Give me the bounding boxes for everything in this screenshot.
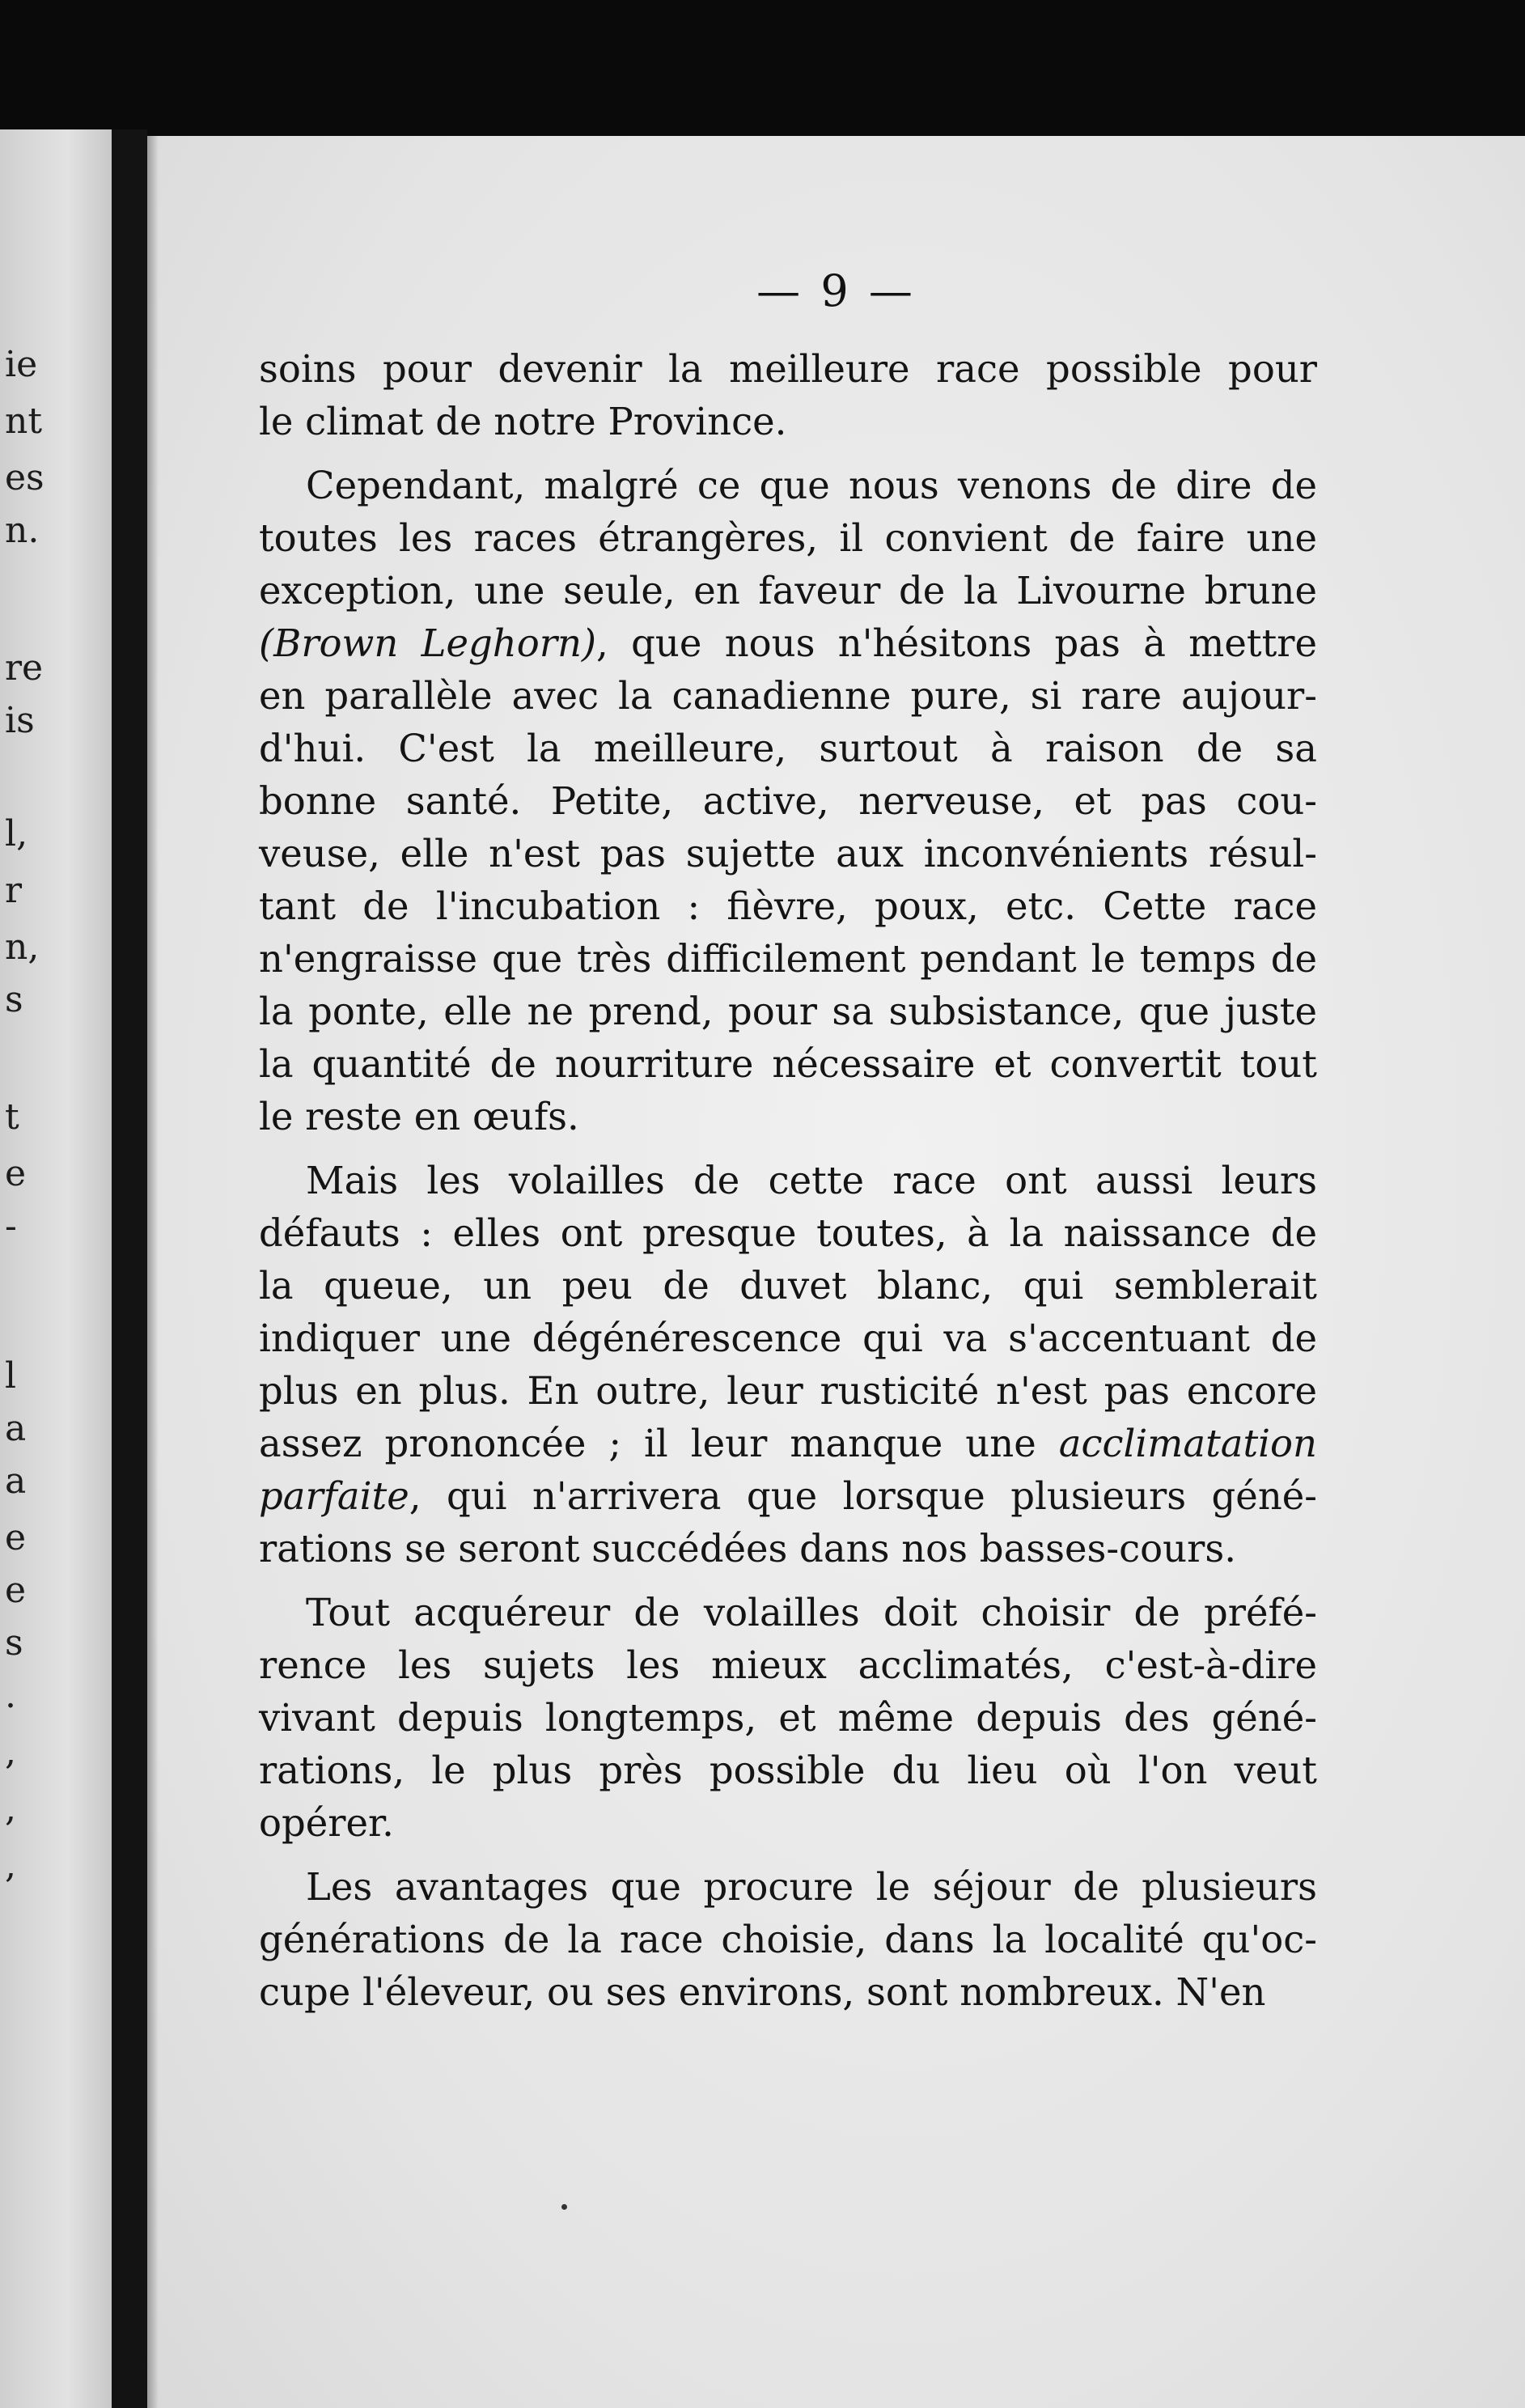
text-line: veuse, elle n'est pas sujette aux inconvénients résul- <box>259 832 1317 875</box>
text-line: rations se seront succédées dans nos basses-cours. <box>259 1527 1236 1571</box>
text-line: soins pour devenir la meilleure race possible pour <box>259 347 1317 391</box>
text-line: plus en plus. En outre, leur rusticité n'est pas encore <box>259 1369 1317 1413</box>
paragraph <box>259 1587 1317 1850</box>
adjacent-page-fragment: ie <box>5 344 38 385</box>
adjacent-page-fragment: re <box>5 647 44 689</box>
text-line: rence les sujets les mieux acclimatés, c'est-à-dire <box>259 1643 1317 1687</box>
text-line: indiquer une dégénérescence qui va s'accentuant de <box>259 1316 1317 1360</box>
adjacent-page-fragment: is <box>5 700 35 741</box>
paragraph <box>259 1861 1317 2019</box>
text-line: d'hui. C'est la meilleure, surtout à raison de sa <box>259 727 1317 770</box>
text-line: Mais les volailles de cette race ont aussi leurs <box>306 1159 1317 1202</box>
text-line: (Brown Leghorn), que nous n'hésitons pas à mettre <box>259 621 1318 665</box>
adjacent-page-fragment: l, <box>5 813 28 854</box>
text-line: le reste en œufs. <box>259 1095 579 1138</box>
text-line: tant de l'incubation : fièvre, poux, etc. Cette race <box>259 884 1317 928</box>
adjacent-page-strip <box>0 129 112 2408</box>
adjacent-page-fragment: nt <box>5 401 43 442</box>
text-line: rations, le plus près possible du lieu où l'on veut <box>259 1749 1317 1792</box>
page-number: — 9 — <box>756 265 916 316</box>
adjacent-page-fragment: e <box>5 1570 27 1611</box>
text-line: générations de la race choisie, dans la localité qu'oc- <box>259 1918 1317 1961</box>
adjacent-page-fragment: - <box>5 1206 17 1247</box>
text-line: exception, une seule, en faveur de la Livourne brune <box>259 569 1317 613</box>
paragraph <box>259 460 1317 1143</box>
ink-speck <box>561 2204 567 2210</box>
page-edge-shadow <box>147 136 159 2408</box>
text-line: n'engraisse que très difficilement pendant le temps de <box>259 937 1317 981</box>
adjacent-page-fragment: n, <box>5 926 40 968</box>
text-line: parfaite, qui n'arrivera que lorsque plusieurs géné- <box>259 1474 1317 1518</box>
adjacent-page-fragment: l <box>5 1355 17 1397</box>
adjacent-page-fragment: . <box>5 1675 16 1716</box>
text-line: en parallèle avec la canadienne pure, si rare aujour- <box>259 674 1317 718</box>
text-line: assez prononcée ; il leur manque une acclimatation <box>259 1422 1317 1465</box>
text-line: bonne santé. Petite, active, nerveuse, et pas cou- <box>259 779 1317 823</box>
text-line: le climat de notre Province. <box>259 400 787 443</box>
text-line: opérer. <box>259 1801 394 1845</box>
adjacent-page-fragment: e <box>5 1153 27 1194</box>
adjacent-page-fragment: t <box>5 1096 19 1138</box>
paragraph <box>259 343 1317 448</box>
adjacent-page-fragment: , <box>5 1732 16 1773</box>
text-line: toutes les races étrangères, il convient de faire une <box>259 516 1317 560</box>
adjacent-page-fragment: r <box>5 870 23 911</box>
scanner-top-band <box>0 0 1525 146</box>
text-line: défauts : elles ont presque toutes, à la naissance de <box>259 1211 1317 1255</box>
page-body <box>259 343 1317 2030</box>
page-gutter <box>112 129 147 2408</box>
text-line: Cependant, malgré ce que nous venons de dire de <box>306 464 1317 507</box>
paragraph <box>259 1155 1317 1575</box>
text-line: Les avantages que procure le séjour de plusieurs <box>306 1865 1317 1909</box>
adjacent-page-fragment: n. <box>5 510 40 551</box>
adjacent-page-fragment: a <box>5 1460 27 1502</box>
adjacent-page-fragment: , <box>5 1788 16 1829</box>
adjacent-page-fragment: , <box>5 1845 16 1886</box>
text-line: la queue, un peu de duvet blanc, qui semblerait <box>259 1264 1317 1308</box>
text-line: la ponte, elle ne prend, pour sa subsistance, que juste <box>259 990 1317 1033</box>
adjacent-page-fragment: e <box>5 1517 27 1558</box>
adjacent-page-fragment: s <box>5 979 23 1020</box>
adjacent-page-fragment: a <box>5 1408 27 1449</box>
text-line: cupe l'éleveur, ou ses environs, sont nombreux. N'en <box>259 1970 1266 2014</box>
adjacent-page-fragment: s <box>5 1622 23 1664</box>
text-line: Tout acquéreur de volailles doit choisir de préfé- <box>306 1591 1317 1634</box>
adjacent-page-fragment: es <box>5 457 44 498</box>
text-line: vivant depuis longtemps, et même depuis des géné- <box>259 1696 1317 1740</box>
book-page <box>147 136 1525 2408</box>
text-line: la quantité de nourriture nécessaire et convertit tout <box>259 1042 1317 1086</box>
